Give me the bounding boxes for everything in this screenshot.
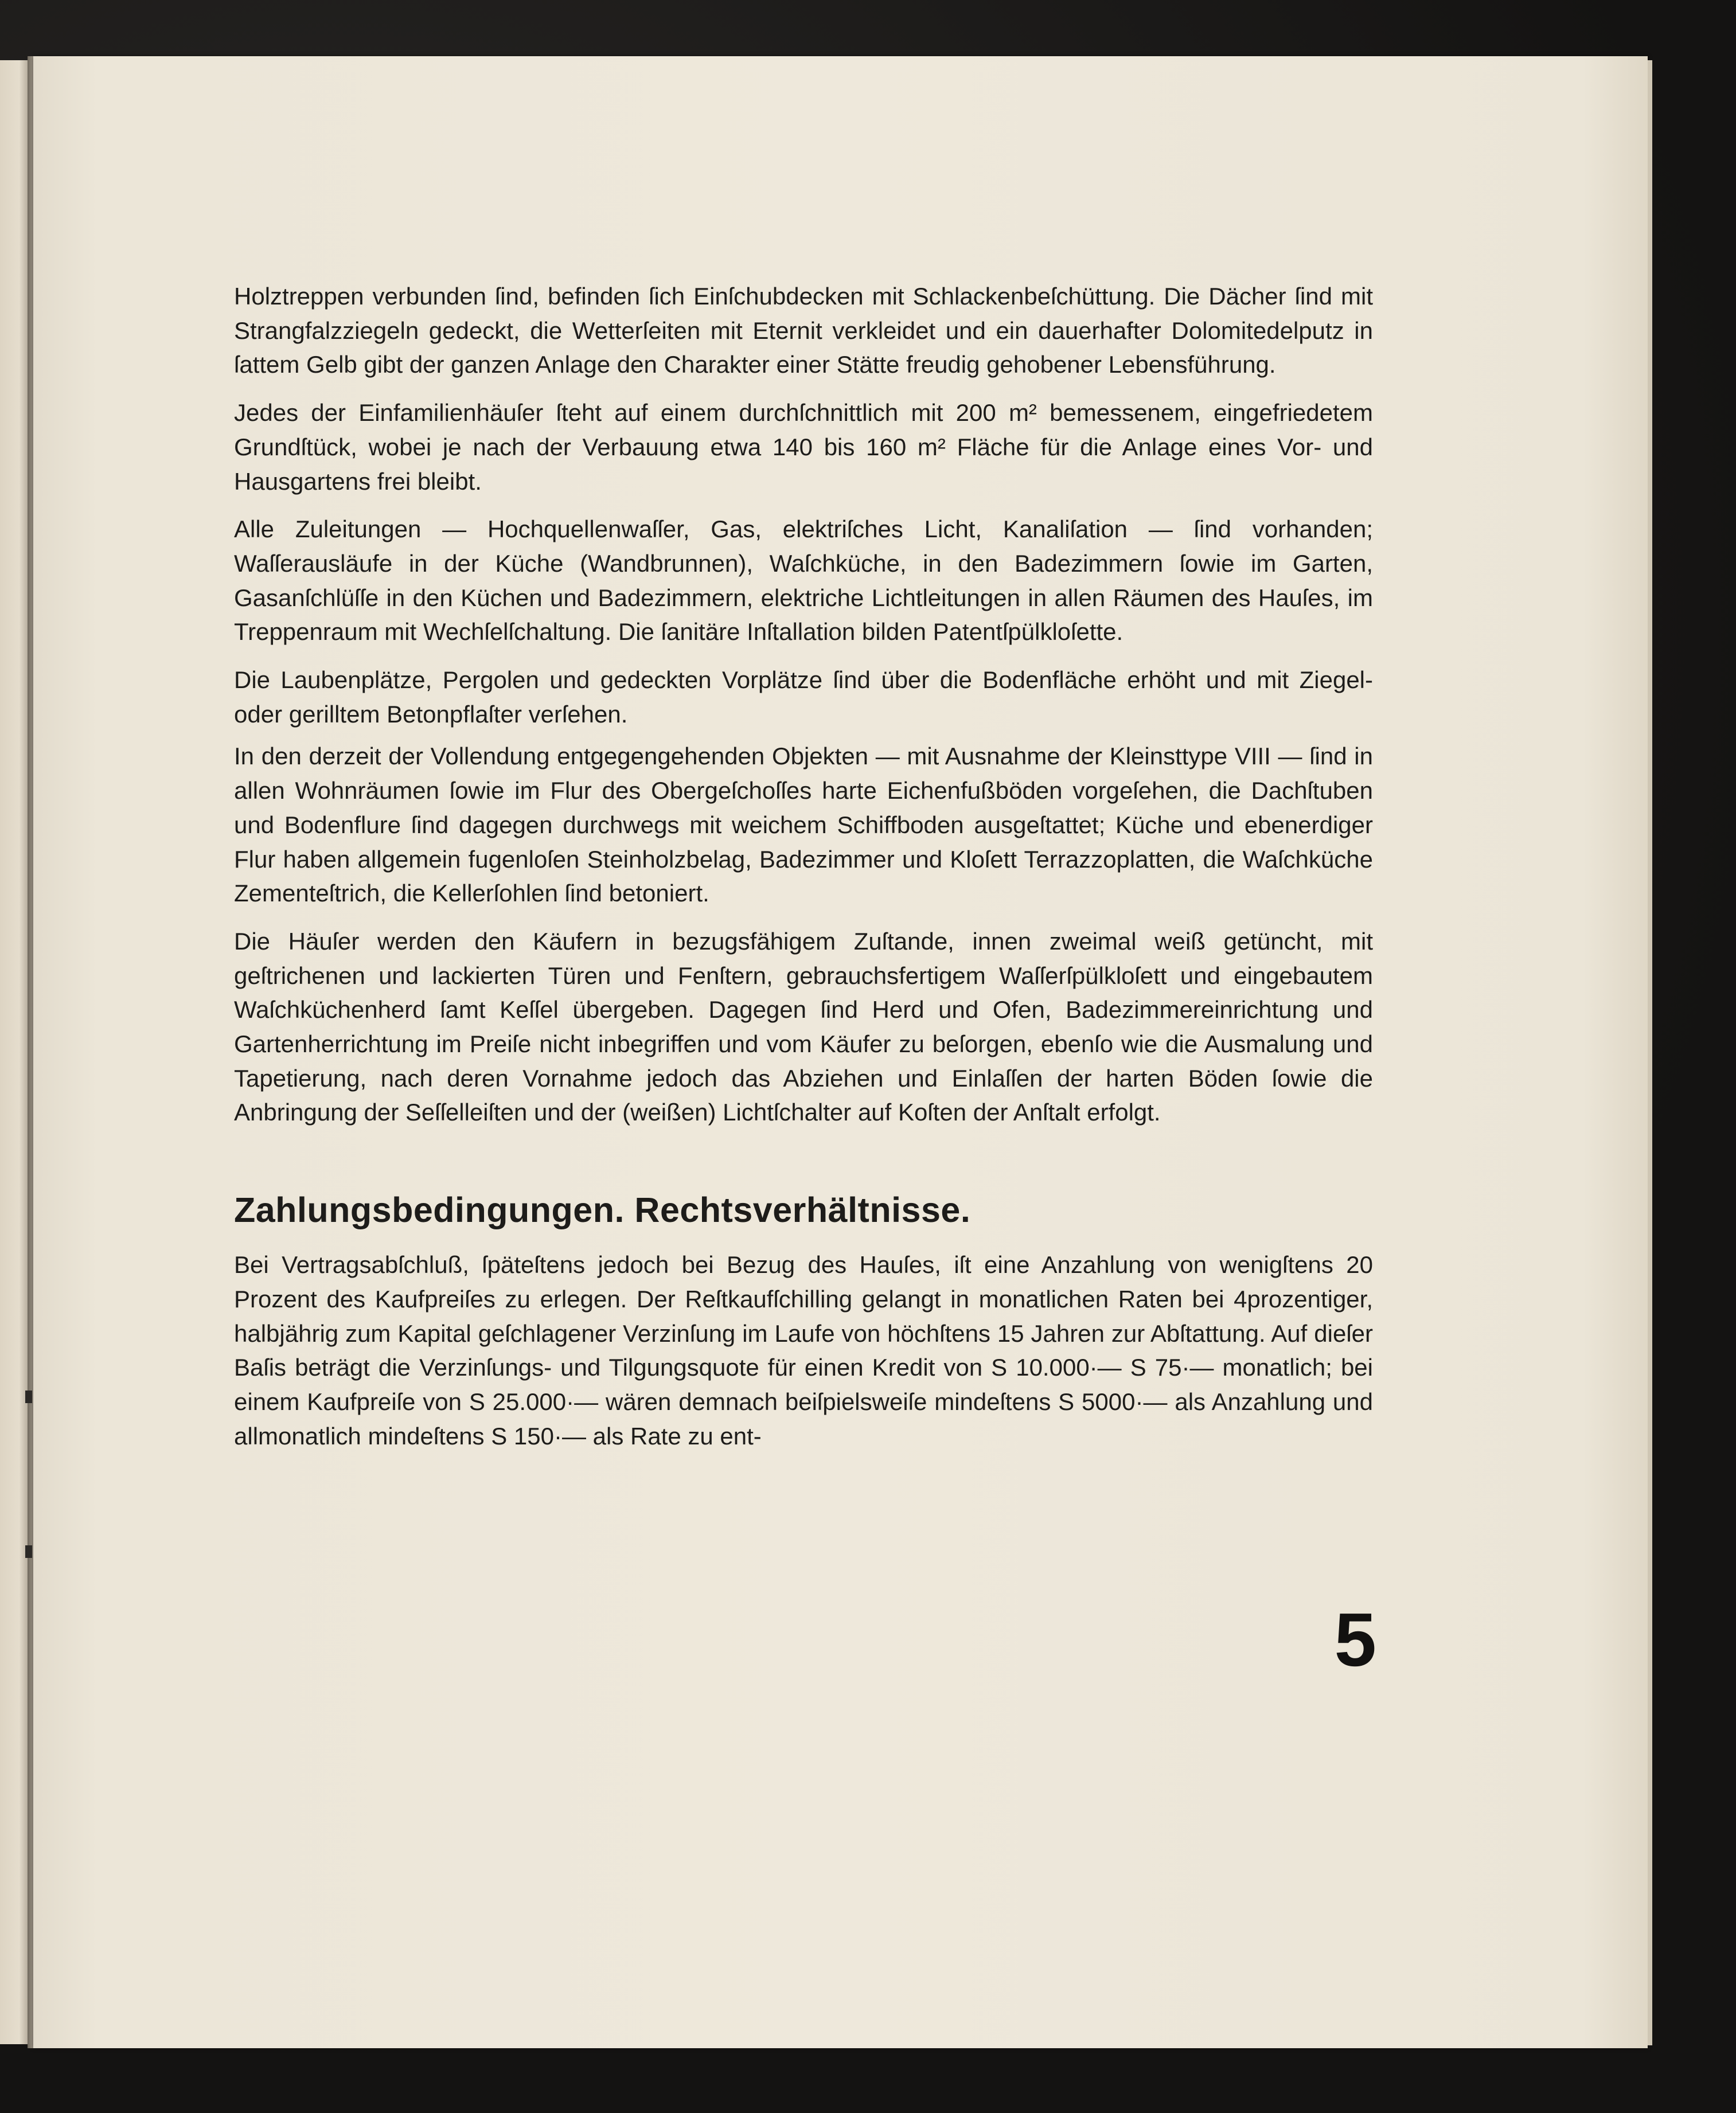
paragraph-handover: Die Häuſer werden den Käufern in bezugsfähigem Zuſtande, innen zweimal weiß getüncht, mit geſtrichenen und lackierten Türen und Fenſtern, gebrauchsfertigem Waſſerſpülkloſett und eingebautem Waſchküchenherd ſamt Keſſel übergeben. Dagegen ſind Herd und Ofen, Badezimmereinrichtung und Gartenherrichtung im Preiſe nicht inbegriffen und vom Käufer zu beſorgen, ebenſo wie die Ausmalung und Tapetierung, nach deren Vornahme jedoch das Abziehen und Einlaſſen der harten Böden ſowie die Anbringung der Seſſelleiſten und der (weißen) Lichtſchalter auf Koſten der Anſtalt erfolgt. (234, 927, 1373, 1126)
facing-page-edge (0, 60, 28, 2044)
page-number: 5 (1334, 1598, 1376, 1682)
page-stack-edge (1648, 60, 1652, 2045)
paragraph-utilities: Alle Zuleitungen — Hochquellenwaſſer, Gas, elektriſches Licht, Kanaliſation — ſind vorhanden; Waſſerausläufe in der Küche (Wandbrunnen), Waſchküche, in den Badezimmern ſowie im Garten, Gasanſchlüſſe in den Küchen und Badezimmern, elektriche Lichtleitungen in allen Räumen des Hauſes, im Treppenraum mit Wechſelſchaltung. Die ſanitäre Inſtallation bilden Patentſpülkloſette. (234, 515, 1373, 646)
paragraph-construction: Holztreppen verbunden ſind, befinden ſich Einſchubdecken mit Schlackenbeſchüttung. Die Dächer ſind mit Strangfalzziegeln gedeckt, die Wetterſeiten mit Eternit verkleidet und ein dauerhafter Dolomitedelputz in ſattem Gelb gibt der ganzen Anlage den Charakter einer Stätte freudig gehobener Lebensführung. (234, 283, 1373, 378)
paragraph-arbors: Die Laubenplätze, Pergolen und gedeckten Vorplätze ſind über die Bodenfläche erhöht und mit Ziegel- oder gerilltem Betonpflaſter verſehen. (234, 666, 1373, 728)
binding-stitch-mark (25, 1545, 32, 1558)
section-heading-payment-terms: Zahlungsbedingungen. Rechtsverhältnisse. (234, 1190, 971, 1230)
paragraph-plot-size: Jedes der Einfamilienhäuſer ſteht auf einem durchſchnittlich mit 200 m² bemessenem, eingefriedetem Grundſtück, wobei je nach der Verbauung etwa 140 bis 160 m² Fläche für die Anlage eines Vor- und Hausgartens frei bleibt. (234, 399, 1373, 495)
paragraph-flooring: In den derzeit der Vollendung entgegengehenden Objekten — mit Ausnahme der Kleinsttype VIII — ſind in allen Wohnräumen ſowie im Flur des Obergeſchoſſes harte Eichenfußböden vorgeſehen, die Dachſtuben und Bodenflure ſind dagegen durchwegs mit weichem Schiffboden ausgeſtattet; Küche und ebenerdiger Flur haben allgemein fugenloſen Steinholzbelag, Badezimmer und Kloſett Terrazzoplatten, die Waſchküche Zementeſtrich, die Kellerſohlen ſind betoniert. (234, 743, 1373, 907)
body-text-column (234, 279, 1373, 1467)
binding-stitch-mark (25, 1391, 32, 1403)
paragraph-payment-terms: Bei Vertragsabſchluß, ſpäteſtens jedoch bei Bezug des Hauſes, iſt eine Anzahlung von wenigſtens 20 Prozent des Kaufpreiſes zu erlegen. Der Reſtkaufſchilling gelangt in monatlichen Raten bei 4prozentiger, halbjährig zum Kapital geſchlagener Verzinſung im Laufe von höchſtens 15 Jahren zur Abſtattung. Auf dieſer Baſis beträgt die Verzinſungs- und Tilgungsquote für einen Kredit von S 10.000·— S 75·— monatlich; bei einem Kaufpreiſe von S 25.000·— wären demnach beiſpielsweiſe mindeſtens S 5000·— als Anzahlung und allmonatlich mindeſtens S 150·— als Rate zu ent- (234, 1251, 1373, 1450)
